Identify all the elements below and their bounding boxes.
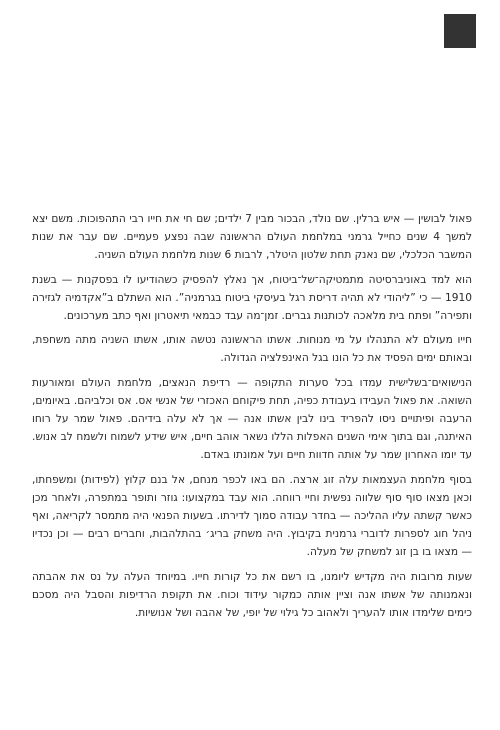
paragraph-war-years: הנישואים־בשלישית עמדו בכל סערות התקופה — רדיפת הנאצים, מלחמת העולם ומאורעות השואה. את פאול העבידו בעבודת כפיה, תחת פיקוחם האכזרי של אנשי אס. אס וכלביהם. באיומים, הרעבה ופיתויים ניסו להפריד בינו לבין אשתו אנה — אך לא עלה בידיהם. פאול שמר על רוחו האיתנה, וגם בתוך אימי השנים האפלות הללו נשאר אוהב חיים, איש שידע לשמוח ולשמח לב אנוש. עד יומו האחרון שמר על אותה חדוות חיים ועל אמונתו באדם. xyxy=(32,376,472,462)
paragraph-education: הוא למד באוניברסיטה מתמטיקה־של־ביטוח, אך נאלץ להפסיק כשהודיעו לו בפסקנות — בשנת 1910 — כי ”ליהודי לא תהיה דריסת רגל בעיסקי ביטוח בגרמניה”. הוא השתלם ב”אקדמיה לגזירה ותפירה” ופתח בית מלאכה לכותנות גברים. זמן־מה עבד כבמאי תיאטרון ואף כתב מערכונים. xyxy=(32,273,472,323)
paragraph-kibbutz: בסוף מלחמת העצמאות עלה זוג ארצה. הם באו לכפר מנחם, אל בנם קלוץ (לפידות) ומשפחתו, וכאן מצאו סוף סוף שלווה נפשית וחיי רווחה. הוא עבד במקצועו: גוזר ותופר במתפרה, ולאחר מכן כאשר קשתה עליו ההליכה — בחדר עבודה סמוך לדירתו. בשעות הפנאי היה מתמסר לקריאה, ואף ניהל חוג לספרות לדוברי גרמנית בקיבוץ. היה משחק בריג׳ בהתלהבות, וחברים רבים — וכן נכדיו — מצאו בו בן זוג למשחק של מעלה. xyxy=(32,473,472,559)
corner-square xyxy=(444,14,476,48)
paragraph-origins: פאול לבושין — איש ברלין. שם נולד, הבכור מבין 7 ילדים; שם חי את חייו רבי התהפוכות. משם יצא למשך 4 שנים כחייל גרמני במלחמת העולם הראשונה שבה נפצע פעמיים. שם עבר את שנות המשבר הכלכלי, שם נאנק תחת שלטון היטלר, לרבות 6 שנות מלחמת העולם השניה. xyxy=(32,213,472,262)
paragraph-diary: שעות מרובות היה מקדיש ליומנו, בו רשם את כל קורות חייו. במיוחד העלה על נס את אהבתה ונאמנותה של אשתו אנה וציין אותה כמקור עידוד וכוח. את תקופת הרדיפות והסבל היה מסכם כימים שלימדו אותו להעריך ולאהוב כל גילוי של יופי, של אהבה ושל אנושיות. xyxy=(32,570,472,620)
memorial-text xyxy=(32,210,472,628)
paragraph-hardships: חייו מעולם לא התנהלו על מי מנוחות. אשתו הראשונה נטשה אותו, אשתו השניה מתה משחפת, ובאותם ימים הפסיד את כל הונו בגל האינפלציה הגדולה. xyxy=(32,334,472,365)
